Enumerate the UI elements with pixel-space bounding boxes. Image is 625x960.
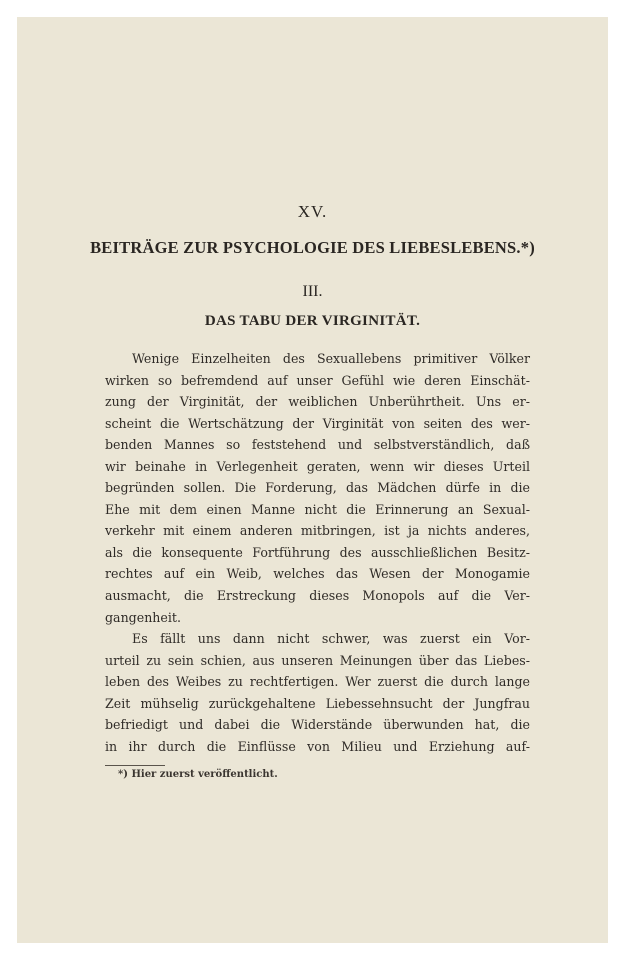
footnote: *) Hier zuerst veröffentlicht. bbox=[118, 769, 278, 780]
text-line: urteil zu sein schien, aus unseren Meinungen über das Liebes- bbox=[105, 652, 530, 668]
section-title: DAS TABU DER VIRGINITÄT. bbox=[204, 313, 421, 329]
footnote-rule bbox=[105, 765, 165, 766]
text-line: scheint die Wertschätzung der Virginität von seiten des wer- bbox=[105, 415, 530, 431]
text-line: Zeit mühselig zurückgehaltene Liebessehnsucht der Jungfrau bbox=[105, 695, 530, 711]
chapter-number: XV. bbox=[297, 202, 328, 221]
text-line: ausmacht, die Erstreckung dieses Monopols auf die Ver- bbox=[105, 588, 530, 604]
text-line: gangenheit. bbox=[105, 609, 181, 625]
text-line: als die konsequente Fortführung des ausschließlichen Besitz- bbox=[105, 544, 530, 560]
text-line: Es fällt uns dann nicht schwer, was zuerst ein Vor- bbox=[132, 631, 530, 647]
text-line: begründen sollen. Die Forderung, das Mädchen dürfe in die bbox=[105, 480, 530, 496]
text-line: benden Mannes so feststehend und selbstverständlich, daß bbox=[105, 437, 530, 453]
text-line: Ehe mit dem einen Manne nicht die Erinnerung an Sexual- bbox=[105, 501, 530, 517]
body-text bbox=[105, 348, 530, 757]
chapter-title: BEITRÄGE ZUR PSYCHOLOGIE DES LIEBESLEBENS.*) bbox=[90, 238, 535, 257]
text-line: verkehr mit einem anderen mitbringen, ist ja nichts anderes, bbox=[105, 523, 530, 539]
text-line: wirken so befremdend auf unser Gefühl wie deren Einschät- bbox=[105, 372, 530, 388]
text-line: befriedigt und dabei die Widerstände überwunden hat, die bbox=[105, 717, 530, 733]
text-line: zung der Virginität, der weiblichen Unberührtheit. Uns er- bbox=[105, 394, 530, 410]
text-line: leben des Weibes zu rechtfertigen. Wer zuerst die durch lange bbox=[105, 674, 530, 690]
text-line: wir beinahe in Verlegenheit geraten, wenn wir dieses Urteil bbox=[105, 458, 530, 474]
text-line: Wenige Einzelheiten des Sexuallebens primitiver Völker bbox=[132, 351, 530, 366]
text-line: in ihr durch die Einflüsse von Milieu und Erziehung auf- bbox=[105, 738, 530, 754]
text-line: rechtes auf ein Weib, welches das Wesen der Monogamie bbox=[105, 566, 530, 582]
section-number: III. bbox=[302, 283, 323, 300]
